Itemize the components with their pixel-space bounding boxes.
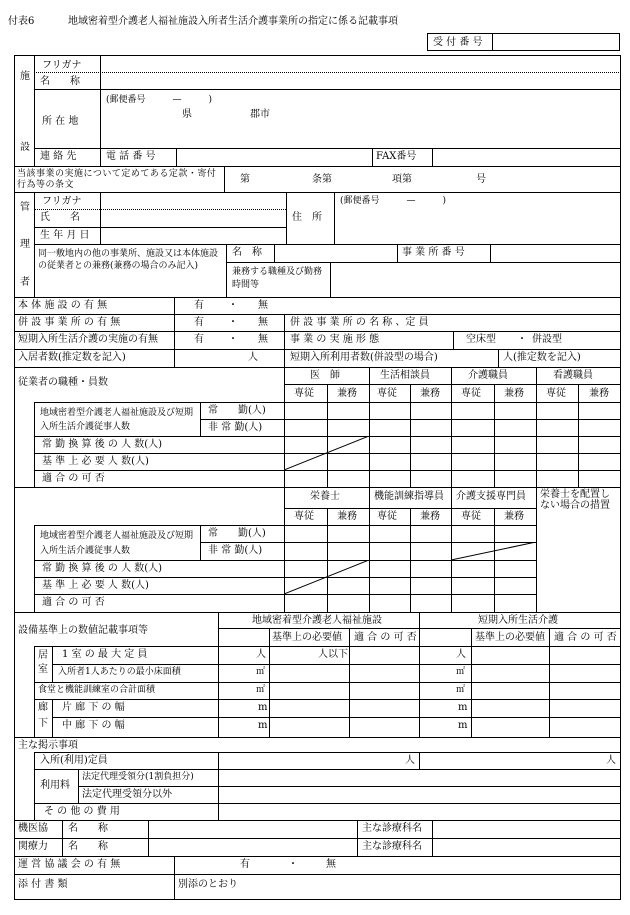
dining-label: 食堂と機能訓練室の合計面積 xyxy=(38,685,156,695)
unit-m-3: m xyxy=(258,720,268,731)
manager-address-label: 住 所 xyxy=(292,212,322,223)
style-label: 事 業 の 実 施 形 態 xyxy=(290,334,380,345)
unit-below: 人以下 xyxy=(318,649,348,660)
notices-title: 主な掲示事項 xyxy=(18,740,78,751)
annex-no[interactable]: 無 xyxy=(258,317,268,328)
role-nutritionist: 栄養士 xyxy=(310,491,340,502)
staff2-standard: 基 準 上 必 要 人 数(人) xyxy=(42,580,149,591)
council-no[interactable]: 無 xyxy=(326,859,336,870)
attach-label: 添 付 書 類 xyxy=(18,879,68,890)
cm-full: 専従 xyxy=(461,511,481,522)
cm-part: 兼務 xyxy=(504,511,524,522)
manager-side-2: 理 xyxy=(20,239,30,250)
trainer-part: 兼務 xyxy=(420,511,440,522)
unit-m2-2: ㎡ xyxy=(456,667,466,677)
style-vacant[interactable]: 空床型 xyxy=(466,334,496,345)
caregiver-part: 兼務 xyxy=(504,388,524,399)
facility-fax-label: FAX番号 xyxy=(376,151,417,162)
medical-side-1: 機医協 xyxy=(18,823,48,834)
unit-m-4: m xyxy=(458,720,468,731)
annex-yes[interactable]: 有 xyxy=(194,317,204,328)
form-code: 付表6 xyxy=(8,16,35,27)
trainer-full: 専従 xyxy=(377,511,397,522)
staff2-fte: 常 勤 換 算 後 の 人 数(人) xyxy=(42,563,163,574)
role-trainer: 機能訓練指導員 xyxy=(374,491,444,502)
facility-name-label: 名 称 xyxy=(40,76,80,87)
receipt-label: 受 付 番 号 xyxy=(433,37,483,48)
role-counselor: 生活相談員 xyxy=(380,370,430,381)
staff1-compliance: 適 合 の 可 否 xyxy=(42,473,105,484)
manager-postal: (郵便番号 — ) xyxy=(340,196,447,206)
medical-side-2: 関療力 xyxy=(18,841,48,852)
nutri-full: 専従 xyxy=(294,511,314,522)
equip-short-head: 短期入所生活介護 xyxy=(478,615,558,626)
short-stay-label: 短期入所生活介護の実施の有無 xyxy=(18,334,158,345)
manager-concurrent-name: 名 称 xyxy=(232,247,262,258)
bylaws-dai: 第 xyxy=(240,174,250,185)
bylaws-label: 当該事業の実施について定めてある定款・寄付行為等の条文 xyxy=(17,169,217,190)
legal-fee-label: 法定代理受領分(1割負担分) xyxy=(82,772,194,782)
staff2-diagonal-2 xyxy=(284,560,369,594)
style-sep: ・ xyxy=(517,334,527,345)
room-side-1: 居 xyxy=(38,650,48,661)
counselor-part: 兼務 xyxy=(420,388,440,399)
staff1-standard: 基 準 上 必 要 人 数(人) xyxy=(42,456,149,467)
short-stay-sep: ・ xyxy=(228,334,238,345)
facility-side-1: 施 xyxy=(20,71,30,82)
other-legal-label: 法定代理受領分以外 xyxy=(82,789,172,800)
annex-sep: ・ xyxy=(228,317,238,328)
council-yes[interactable]: 有 xyxy=(240,859,250,870)
manager-dob-label: 生 年 月 日 xyxy=(40,230,90,241)
staff1-regular: 常 勤(人) xyxy=(208,405,266,416)
bylaws-ko: 項第 xyxy=(392,174,412,185)
equip-comply-1: 適 合 の 可 否 xyxy=(354,632,417,643)
medical-name-1: 名 称 xyxy=(68,823,108,834)
residents-unit: 人 xyxy=(248,352,258,363)
facility-phone-label: 電 話 番 号 xyxy=(106,151,156,162)
main-facility-sep: ・ xyxy=(228,300,238,311)
staff2-compliance: 適 合 の 可 否 xyxy=(42,597,105,608)
short-users-label: 短期入所利用者数(併設型の場合) xyxy=(290,352,438,363)
unit-m2-4: ㎡ xyxy=(456,685,466,695)
min-area-label: 入所者1人あたりの最小床面積 xyxy=(58,667,181,677)
facility-address-label: 所 在 地 xyxy=(42,116,79,127)
unit-person-1: 人 xyxy=(256,649,266,660)
short-users-unit: 人(推定数を記入) xyxy=(503,352,581,363)
nutri-part: 兼務 xyxy=(337,511,357,522)
nurse-full: 専従 xyxy=(546,388,566,399)
short-stay-no[interactable]: 無 xyxy=(258,334,268,345)
manager-concurrent-label: 同一敷地内の他の事業所、施設又は本体施設の従業者との兼務(兼務の場合のみ記入) xyxy=(38,249,219,271)
medical-name-2: 名 称 xyxy=(68,841,108,852)
role-nurse: 看護職員 xyxy=(553,370,593,381)
other-fees-label: そ の 他 の 費 用 xyxy=(44,806,120,817)
main-facility-no[interactable]: 無 xyxy=(258,300,268,311)
staff2-group-label: 地域密着型介護老人福祉施設及び短期入所生活介護従事人数 xyxy=(40,531,194,556)
council-sep: ・ xyxy=(288,859,298,870)
unit-person-2: 人 xyxy=(456,649,466,660)
manager-role-label: 兼務する職種及び勤務時間等 xyxy=(232,267,323,290)
equip-required-2: 基準上の必要値 xyxy=(475,632,545,643)
nutri-note: 栄養士を配置しない場合の措置 xyxy=(540,489,610,511)
facility-city: 郡市 xyxy=(250,109,270,120)
manager-name-label: 氏 名 xyxy=(40,212,80,223)
equip-facility-head: 地域密着型介護老人福祉施設 xyxy=(252,615,382,626)
bylaws-go: 号 xyxy=(476,174,486,185)
manager-side-3: 者 xyxy=(20,277,30,288)
capacity-unit-2: 人 xyxy=(606,755,616,766)
bylaws-jo: 条第 xyxy=(312,174,332,185)
equip-title: 設備基準上の数値記載事項等 xyxy=(18,625,148,636)
unit-m2-3: ㎡ xyxy=(256,685,266,695)
nurse-part: 兼務 xyxy=(589,388,609,399)
manager-furigana-label: フリガナ xyxy=(42,196,82,207)
staff-title: 従業者の職種・員数 xyxy=(18,377,108,388)
unit-m2-1: ㎡ xyxy=(256,667,266,677)
role-doctor: 医 師 xyxy=(310,370,340,381)
corridor-side-1: 廊 xyxy=(38,702,48,713)
role-care-manager: 介護支援専門員 xyxy=(456,491,526,502)
style-annexed[interactable]: 併設型 xyxy=(532,334,562,345)
role-caregiver: 介護職員 xyxy=(468,370,508,381)
manager-office-no-label: 事 業 所 番 号 xyxy=(402,247,465,258)
staff1-group-label: 地域密着型介護老人福祉施設及び短期入所生活介護従事人数 xyxy=(40,408,194,432)
attach-value: 別添のとおり xyxy=(178,879,238,890)
form-title: 地域密着型介護老人福祉施設入所者生活介護事業所の指定に係る記載事項 xyxy=(68,16,398,27)
facility-pref: 県 xyxy=(182,109,192,120)
corridor-side-2: 下 xyxy=(38,718,48,729)
council-label: 運 営 協 議 会 の 有 無 xyxy=(18,859,121,870)
facility-contact-label: 連 絡 先 xyxy=(40,151,77,162)
caregiver-full: 専従 xyxy=(461,388,481,399)
room-side-2: 室 xyxy=(38,664,48,675)
capacity-unit-1: 人 xyxy=(405,755,415,766)
fees-label: 利用料 xyxy=(40,780,70,791)
unit-m-2: m xyxy=(458,702,468,713)
facility-postal: (郵便番号 — ) xyxy=(106,95,213,105)
mid-corridor-label: 中 廊 下 の 幅 xyxy=(62,720,125,731)
main-facility-label: 本 体 施 設 の 有 無 xyxy=(18,300,108,311)
staff2-regular: 常 勤(人) xyxy=(208,528,266,539)
counselor-full: 専従 xyxy=(377,388,397,399)
short-stay-yes[interactable]: 有 xyxy=(194,334,204,345)
facility-furigana-label: フリガナ xyxy=(42,60,82,71)
unit-m-1: m xyxy=(258,702,268,713)
manager-side-1: 管 xyxy=(20,202,30,213)
staff1-nonregular: 非 常 勤(人) xyxy=(208,422,263,433)
staff2-diagonal-1 xyxy=(451,542,536,560)
doctor-part: 兼務 xyxy=(337,388,357,399)
side-corridor-label: 片 廊 下 の 幅 xyxy=(62,702,125,713)
main-facility-yes[interactable]: 有 xyxy=(194,300,204,311)
residents-label: 入居者数(推定数を記入) xyxy=(18,352,126,363)
medical-dept-2: 主な診療科名 xyxy=(362,841,422,852)
annex-name-label: 併 設 事 業 所 の 名 称 、定 員 xyxy=(290,317,429,328)
equip-required-1: 基準上の必要値 xyxy=(272,632,342,643)
capacity-label: 入所(利用)定員 xyxy=(40,755,108,766)
facility-side-2: 設 xyxy=(20,142,30,153)
doctor-full: 専従 xyxy=(294,388,314,399)
medical-dept-1: 主な診療科名 xyxy=(362,823,422,834)
staff1-diagonal xyxy=(284,436,369,470)
staff1-fte: 常 勤 換 算 後 の 人 数(人) xyxy=(42,439,163,450)
annex-label: 併 設 事 業 所 の 有 無 xyxy=(18,317,121,328)
max-room-label: 1 室 の 最 大 定 員 xyxy=(62,649,148,660)
equip-comply-2: 適 合 の 可 否 xyxy=(554,632,617,643)
staff2-nonregular: 非 常 勤(人) xyxy=(208,545,263,556)
